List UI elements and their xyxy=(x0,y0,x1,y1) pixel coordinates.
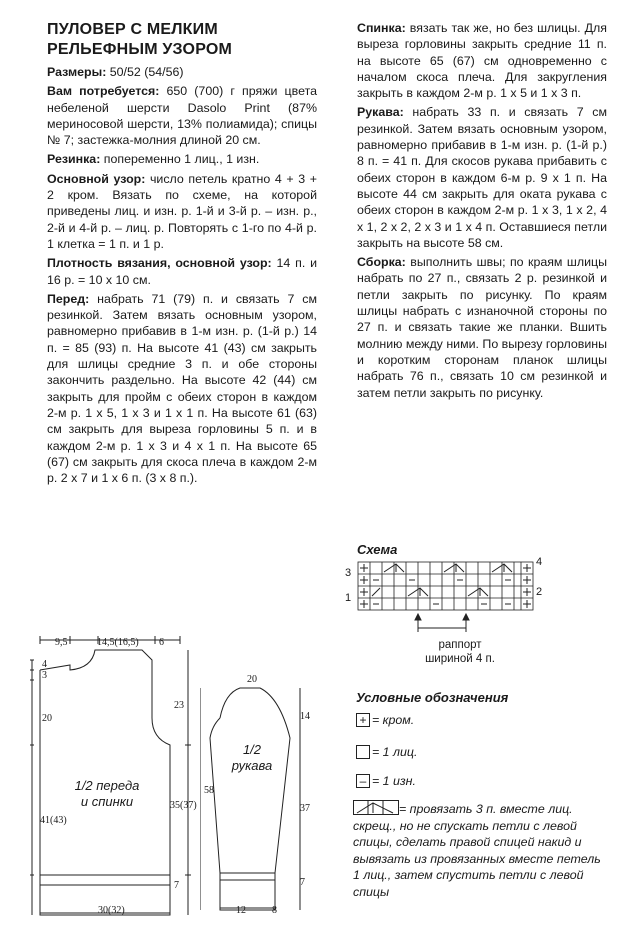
row-label-1: 1 xyxy=(345,592,352,604)
para-front xyxy=(47,291,317,487)
legend-title: Условные обозначения xyxy=(356,690,509,705)
dim-20: 20 xyxy=(42,713,52,724)
dim-35-37: 35(37) xyxy=(170,800,197,811)
dim-4: 4 xyxy=(42,659,47,670)
sleeve-schematic xyxy=(200,668,310,918)
dim-width: 30(32) xyxy=(98,905,125,916)
para-text: число петель кратно 4 + 3 + 2 кром. Вязать по схеме, на которой приведены лиц. и изн. р. 1-й и 3-й р. – изн. р., 2-й и 4-й р. – лиц. р. Повторять с 1-го по 4-й р. 1 клетка = 1 п. и 1 р. xyxy=(47,171,318,251)
para-text: набрать 33 п. и связать 7 см резинкой. Затем вязать основным узором, равномерно прибавив в 1-м изн. р. (1-й р.) 8 п. = 41 п. Для скосов рукава прибавить с обеих сторон в каждом 6-м р. 9 х 1 п. На высоте 44 см закрыть для оката рукава с обеих сторон в каждом 2-м р. 1 х 3, 1 х 2, 4 х 1, 2 х 2, 2 х 3 и 1 х 4 п. Оставшиеся петли закрыть на высоте 58 см. xyxy=(357,105,607,250)
row-label-4: 4 xyxy=(536,556,543,568)
cross-knit-icon xyxy=(353,800,399,815)
para-assembly xyxy=(357,254,607,401)
right-column xyxy=(357,20,607,404)
para-rib xyxy=(47,151,317,167)
repeat-label xyxy=(420,638,500,666)
legend-text: = 1 лиц. xyxy=(372,745,418,759)
para-sleeves xyxy=(357,104,607,251)
para-main-pattern xyxy=(47,171,317,252)
para-materials xyxy=(47,83,317,148)
para-label: Вам потребуется: xyxy=(47,84,160,99)
para-text: 650 (700) г пряжи цвета небеленой шерсти Dasolo Print (87% мериносовой шерсти, 13% полиамида); спицы № 7; застежка-молния длиной 20 см. xyxy=(47,84,317,148)
scheme-title: Схема xyxy=(357,542,398,557)
para-label: Резинка: xyxy=(47,152,101,167)
legend-special-text: = провязать 3 п. вместе лиц. скрещ., но не спускать петли с левой спицы, сделать правой спицей накид и вывязать из провязанных вместе петель 1 лиц., затем спустить петли с левой спицы xyxy=(353,802,601,899)
para-text: вязать так же, но без шлицы. Для выреза горловины закрыть средние 11 п. на высоте 65 (67) см одновременно с началом скоса плеча. Для закругления закрыть в каждом 2-м р. 1 х 5 и 1 х 3 п. xyxy=(357,21,607,101)
sleeve-dim-8: 8 xyxy=(272,905,277,916)
purl-icon: – xyxy=(356,774,370,788)
left-column xyxy=(47,20,317,489)
sleeve-dim-12: 12 xyxy=(236,905,246,916)
legend-knit xyxy=(356,745,417,759)
para-text: выполнить швы; по краям шлицы набрать по 27 п., связать 2 р. резинкой и петли закрыть по рисунку. По краям шлицы набрать с изнаночной стороны по 27 п. и связать такие же планки. Вшить молнию между ними. По вырезу горловины и коротким сторонам планок шлицы набрать 76 п., связать 10 см резинкой и затем петли закрыть по рисунку. xyxy=(357,255,607,400)
legend-purl xyxy=(356,774,416,788)
row-label-3: 3 xyxy=(345,567,352,579)
sleeve-dim-7: 7 xyxy=(300,877,305,888)
legend-text: = 1 изн. xyxy=(372,774,416,788)
front-back-label xyxy=(62,778,152,810)
front-back-label-line1: 1/2 переда xyxy=(74,778,140,793)
para-text: 14 п. и 16 р. = 10 х 10 см. xyxy=(47,256,317,287)
repeat-label-line2: шириной 4 п. xyxy=(425,653,495,665)
front-back-outline-svg xyxy=(30,630,200,920)
dim-23: 23 xyxy=(174,700,184,711)
para-sizes xyxy=(47,64,317,80)
knit-icon xyxy=(356,745,370,759)
para-text: набрать 71 (79) п. и связать 7 см резинкой. Затем вязать основным узором, равномерно прибавив в 1-м изн. р. (1-й р.) 14 п. = 85 (93) п. На высоте 41 (43) см закрыть для шлицы средние 3 п. и обе стороны закончить раздельно. На высоте 42 (44) см закрыть для пройм с обеих сторон в каждом 2-м р. 1 х 5, 1 х 3 и 1 х 1 п. На высоте 61 (63) см закрыть для выреза горловины 5 п. и в каждом 2-м р. 1 х 3 и 4 х 1 п. На высоте 65 (67) см закрыть для скоса плеча в каждом 2-м р. 2 х 7 и 1 х 6 п. (3 х 8 п.). xyxy=(47,291,317,486)
para-label: Спинка: xyxy=(357,21,406,35)
para-label: Перед: xyxy=(47,291,90,306)
para-text: попеременно 1 лиц., 1 изн. xyxy=(100,152,260,167)
sleeve-dim-37: 37 xyxy=(300,803,310,814)
para-label: Основной узор: xyxy=(47,171,146,186)
para-text: 50/52 (54/56) xyxy=(106,65,184,79)
para-label: Рукава: xyxy=(357,105,404,120)
repeat-label-line1: раппорт xyxy=(438,639,482,651)
sleeve-label xyxy=(222,742,282,774)
sleeve-dim-20: 20 xyxy=(247,674,257,685)
para-label: Плотность вязания, основной узор: xyxy=(47,256,272,271)
front-back-schematic xyxy=(30,630,200,920)
dim-3: 3 xyxy=(42,670,47,681)
sleeve-dim-58: 58 xyxy=(204,785,214,796)
title-line-2: РЕЛЬЕФНЫМ УЗОРОМ xyxy=(47,41,233,58)
dim-neck: 14,5(16,5) xyxy=(97,637,139,648)
dim-7-front: 7 xyxy=(174,880,179,891)
dim-41-43: 41(43) xyxy=(40,815,67,826)
para-label: Сборка: xyxy=(357,255,406,270)
legend-text: = кром. xyxy=(372,713,415,727)
row-label-2: 2 xyxy=(536,586,543,598)
edge-stitch-icon: + xyxy=(356,713,370,727)
sleeve-outline-svg xyxy=(200,668,310,918)
dim-armhole-top: 6 xyxy=(159,637,164,648)
article-title xyxy=(47,20,317,60)
legend-edge-stitch xyxy=(356,713,414,727)
dim-shoulder: 9,5 xyxy=(55,637,68,648)
para-back xyxy=(357,20,607,101)
sleeve-label-line2: рукава xyxy=(231,758,273,773)
front-back-label-line2: и спинки xyxy=(80,794,134,809)
sleeve-dim-14: 14 xyxy=(300,711,310,722)
para-gauge xyxy=(47,255,317,288)
para-label: Размеры: xyxy=(47,65,107,79)
legend-special-stitch xyxy=(353,800,603,900)
title-line-1: ПУЛОВЕР С МЕЛКИМ xyxy=(47,21,218,38)
sleeve-label-line1: 1/2 xyxy=(242,742,262,757)
